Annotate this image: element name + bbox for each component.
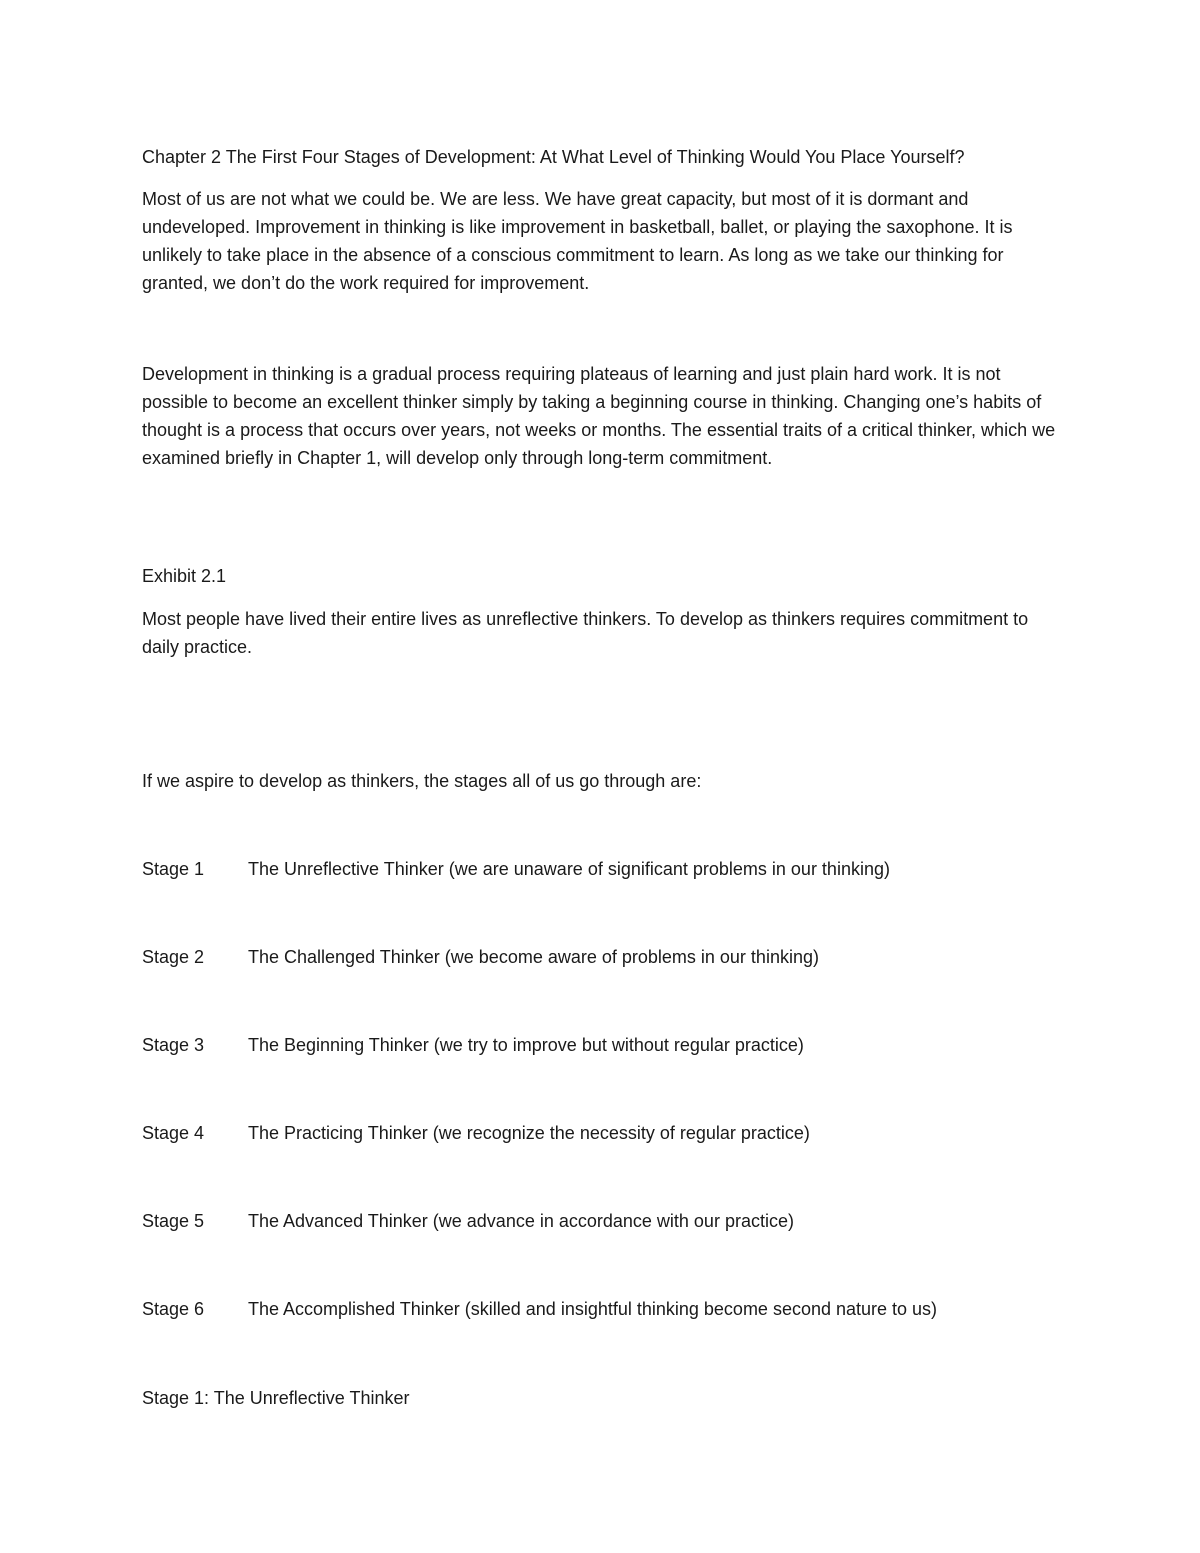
chapter-heading: Chapter 2 The First Four Stages of Development: At What Level of Thinking Would You Place Yourself? [142,147,965,167]
stage-description: The Advanced Thinker (we advance in accordance with our practice) [248,1211,794,1231]
stage-number: Stage 6 [142,1299,205,1319]
development-paragraph: Development in thinking is a gradual process requiring plateaus of learning and just plain hard work. It is not possible to become an excellent thinker simply by taking a beginning course in thinking. Changing one’s habits of thought is a process that occurs over years, not weeks or months. The essential traits of a critical thinker, which we examined briefly in Chapter 1, will develop only through long-term commitment. [142,364,1056,468]
intro-paragraph: Most of us are not what we could be. We are less. We have great capacity, but most of it is dormant and undeveloped. Improvement in thinking is like improvement in basketball, ballet, or playing the saxophone. It is unlikely to take place in the absence of a conscious commitment to learn. As long as we take our thinking for granted, we don’t do the work required for improvement. [142,189,1013,293]
exhibit-text: Most people have lived their entire lives as unreflective thinkers. To develop as thinkers requires commitment to daily practice. [142,609,1029,657]
exhibit-label: Exhibit 2.1 [142,566,227,586]
stage-number: Stage 5 [142,1211,205,1231]
stage-number: Stage 2 [142,947,205,967]
stage-description: The Practicing Thinker (we recognize the necessity of regular practice) [248,1123,810,1143]
stage-description: The Unreflective Thinker (we are unaware of significant problems in our thinking) [248,859,890,879]
stage-number: Stage 4 [142,1123,205,1143]
stage-description: The Challenged Thinker (we become aware of problems in our thinking) [248,947,819,967]
stage-number: Stage 3 [142,1035,205,1055]
stage-description: The Accomplished Thinker (skilled and insightful thinking become second nature to us) [248,1299,938,1319]
section-heading: Stage 1: The Unreflective Thinker [142,1388,410,1408]
stage-description: The Beginning Thinker (we try to improve but without regular practice) [248,1035,804,1055]
stages-intro: If we aspire to develop as thinkers, the stages all of us go through are: [142,771,702,791]
stage-number: Stage 1 [142,859,205,879]
